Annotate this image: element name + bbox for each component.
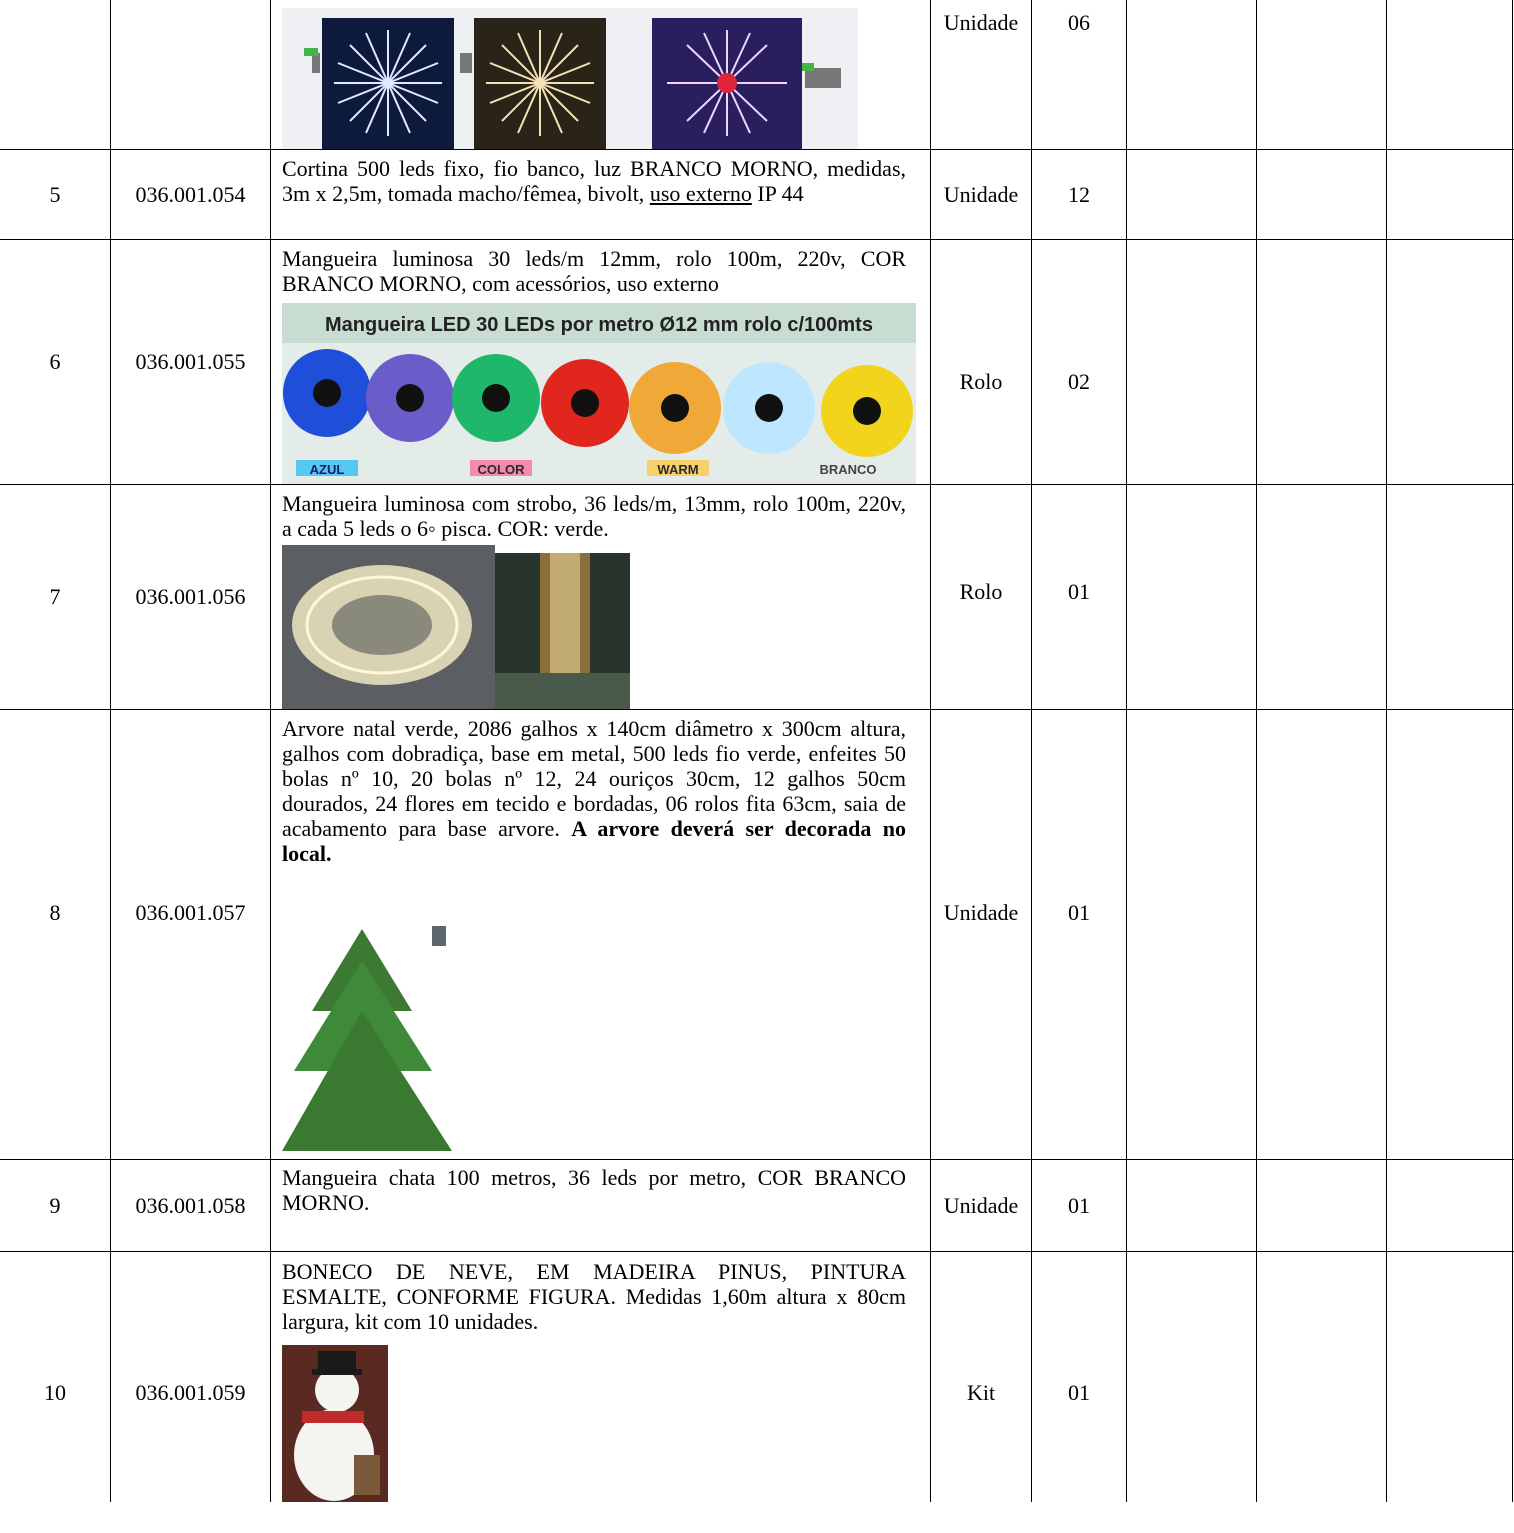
table-row [0, 0, 1514, 149]
reel-green-icon [452, 354, 540, 442]
quantity-cell: 06 [1068, 10, 1090, 35]
quantity-cell: 01 [1068, 1379, 1090, 1405]
quantity-cell: 01 [1068, 899, 1090, 925]
label-azul: AZUL [309, 462, 345, 477]
reel-red-icon [541, 359, 629, 447]
label-branco: BRANCO [819, 462, 877, 477]
description-bold-text: A arvore deverá ser decorada no local. [282, 816, 906, 866]
quantity-cell: 02 [1068, 369, 1090, 394]
reel-multicolor-icon [366, 354, 454, 442]
unit-cell: Unidade [943, 10, 1019, 35]
label-color: COLOR [477, 462, 525, 477]
led-hose-colors-image [282, 303, 916, 484]
description-underlined-text: uso externo [649, 181, 752, 206]
item-number-cell: 9 [49, 1192, 61, 1218]
item-code-cell: 036.001.056 [135, 584, 246, 609]
item-code-cell: 036.001.055 [135, 349, 246, 374]
unit-cell: Rolo [959, 579, 1003, 604]
table-row [0, 149, 1514, 239]
item-number-cell: 8 [49, 899, 61, 925]
reel-white-icon [723, 362, 815, 454]
quantity-cell: 12 [1068, 181, 1090, 207]
table-row [0, 709, 1514, 1159]
unit-cell: Unidade [943, 181, 1019, 207]
snowman-photo [282, 1345, 388, 1502]
label-warm: WARM [657, 462, 699, 477]
item-code-cell: 036.001.057 [135, 899, 246, 925]
image-title: Mangueira LED 30 LEDs por metro Ø12 mm rolo c/100mts [325, 314, 873, 336]
table-row [0, 239, 1514, 484]
item-number-cell: 6 [49, 349, 61, 374]
description-cell: Mangueira chata 100 metros, 36 leds por metro, COR BRANCO MORNO. [282, 1165, 906, 1215]
reel-blue-icon [283, 349, 371, 437]
unit-cell: Rolo [959, 369, 1003, 394]
white-star-icon [334, 30, 442, 136]
table-row [0, 1251, 1514, 1502]
description-text: Arvore natal verde, 2086 galhos x 140cm diâmetro x 300cm altura, galhos com dobradiça, base em metal, 500 leds fio verde, enfeites 50 bolas nº 10, 20 bolas nº 12, 24 ouriços 30cm, 12 galhos 50cm dourados, 24 flores em tecido e bordadas, 06 rolos fita 63cm, saia de acabamento para base arvore. [282, 716, 906, 841]
unit-cell: Unidade [943, 899, 1019, 925]
table-row [0, 484, 1514, 709]
unit-cell: Unidade [943, 1192, 1019, 1218]
description-cell [282, 716, 906, 866]
unit-cell: Kit [966, 1379, 996, 1405]
description-cell [282, 156, 906, 206]
lit-tree-photo [495, 553, 630, 709]
item-code-cell: 036.001.058 [135, 1192, 246, 1218]
description-text-end: IP 44 [751, 181, 804, 206]
item-code-cell: 036.001.059 [135, 1379, 246, 1405]
description-text: Cortina 500 leds fixo, fio banco, luz BRANCO MORNO, medidas, 3m x 2,5m, tomada macho/fêmea, bivolt, [282, 156, 906, 206]
description-cell: Mangueira luminosa com strobo, 36 leds/m, 13mm, rolo 100m, 220v, a cada 5 leds o 6◦ pisca. COR: verde. [282, 491, 906, 541]
warm-star-icon [486, 30, 594, 136]
christmas-tree-image [282, 921, 472, 1159]
description-cell: Mangueira luminosa 30 leds/m 12mm, rolo 100m, 220v, COR BRANCO MORNO, com acessórios, uso externo [282, 246, 906, 296]
item-code-cell: 036.001.054 [135, 181, 246, 207]
reel-yellow-icon [821, 365, 913, 457]
item-number-cell: 5 [49, 181, 61, 207]
quantity-cell: 01 [1068, 579, 1090, 604]
starburst-lights-image [282, 8, 858, 149]
description-cell: BONECO DE NEVE, EM MADEIRA PINUS, PINTURA ESMALTE, CONFORME FIGURA. Medidas 1,60m altura x 80cm largura, kit com 10 unidades. [282, 1259, 906, 1334]
quantity-cell: 01 [1068, 1192, 1090, 1218]
hose-reel-photo [282, 545, 495, 709]
item-number-cell: 10 [44, 1379, 66, 1405]
reel-warm-icon [629, 362, 721, 454]
item-number-cell: 7 [49, 584, 61, 609]
table-row [0, 1159, 1514, 1251]
